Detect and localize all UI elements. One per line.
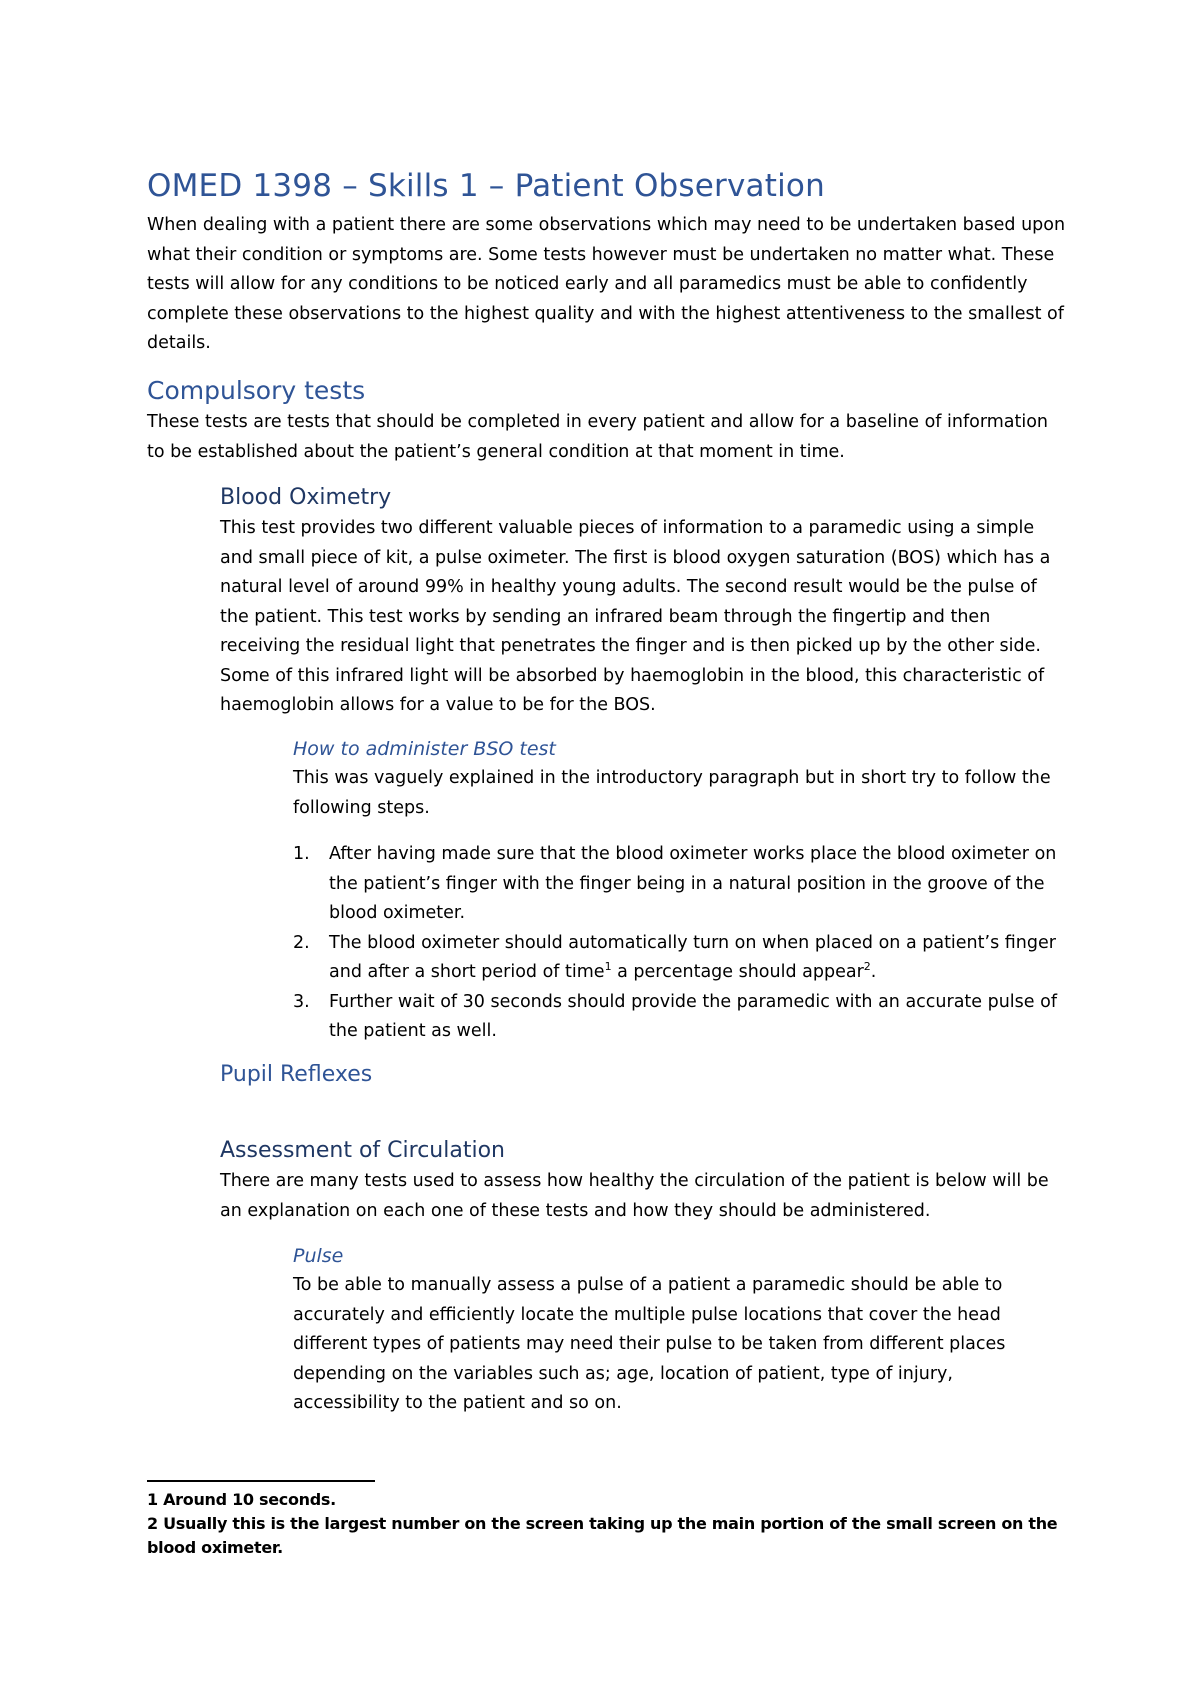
footnote-ref-1[interactable]: 1 bbox=[604, 960, 612, 974]
step-text-a: The blood oximeter should automatically turn on when placed on a patient’s finger and after a short period of time bbox=[329, 932, 1056, 982]
pulse-paragraph: To be able to manually assess a pulse of a patient a paramedic should be able to accurately and efficiently locate the multiple pulse locations that cover the head different types of patients may need their pulse to be taken from different places depending on the variables such as; age, location of patient, type of injury, accessibility to the patient and so on. bbox=[293, 1275, 1006, 1413]
heading-compulsory-tests: Compulsory tests bbox=[147, 376, 366, 405]
footnote-1: 1 Around 10 seconds. bbox=[147, 1490, 336, 1509]
heading-assessment-of-circulation: Assessment of Circulation bbox=[220, 1138, 505, 1163]
howto-paragraph: This was vaguely explained in the introductory paragraph but in short try to follow the following steps. bbox=[293, 768, 1051, 818]
step-text: After having made sure that the blood oximeter works place the blood oximeter on the patient’s finger with the finger being in a natural position in the groove of the blood oximeter. bbox=[329, 844, 1057, 923]
footnote-ref-2[interactable]: 2 bbox=[863, 960, 871, 974]
step-text-c: . bbox=[870, 962, 877, 982]
list-item bbox=[293, 988, 1073, 1047]
heading-pupil-reflexes: Pupil Reflexes bbox=[220, 1062, 373, 1087]
steps-list bbox=[293, 840, 1073, 1047]
step-number: 2. bbox=[293, 932, 310, 953]
list-item bbox=[293, 929, 1073, 988]
intro-paragraph: When dealing with a patient there are some observations which may need to be undertaken based upon what their condition or symptoms are. Some tests however must be undertaken no matter what. These tests will allow for any conditions to be noticed early and all paramedics must be able to confidently complete these observations to the highest quality and with the highest attentiveness to the smallest of details. bbox=[147, 215, 1066, 353]
blood-oximetry-paragraph: This test provides two different valuable pieces of information to a paramedic using a simple and small piece of kit, a pulse oximeter. The first is blood oxygen saturation (BOS) which has a natural level of around 99% in healthy young adults. The second result would be the pulse of the patient. This test works by sending an infrared beam through the fingertip and then receiving the residual light that penetrates the finger and is then picked up by the other side. Some of this infrared light will be absorbed by haemoglobin in the blood, this characteristic of haemoglobin allows for a value to be for the BOS. bbox=[220, 518, 1051, 715]
footnote-separator bbox=[147, 1480, 375, 1482]
step-text-b: a percentage should appear bbox=[611, 962, 864, 982]
step-number: 3. bbox=[293, 991, 310, 1012]
circulation-paragraph: There are many tests used to assess how healthy the circulation of the patient is below will be an explanation on each one of these tests and how they should be administered. bbox=[220, 1171, 1049, 1221]
footnotes bbox=[147, 1488, 1067, 1560]
footnote-2: 2 Usually this is the largest number on the screen taking up the main portion of the small screen on the blood oximeter. bbox=[147, 1514, 1058, 1557]
heading-how-to-administer: How to administer BSO test bbox=[293, 738, 556, 760]
compulsory-paragraph: These tests are tests that should be completed in every patient and allow for a baseline of information to be established about the patient’s general condition at that moment in time. bbox=[147, 412, 1049, 462]
document-title: OMED 1398 – Skills 1 – Patient Observation bbox=[147, 168, 825, 204]
step-text: Further wait of 30 seconds should provide the paramedic with an accurate pulse of the patient as well. bbox=[329, 991, 1057, 1041]
heading-blood-oximetry: Blood Oximetry bbox=[220, 485, 392, 510]
list-item bbox=[293, 840, 1073, 929]
step-number: 1. bbox=[293, 844, 310, 864]
heading-pulse: Pulse bbox=[293, 1245, 344, 1267]
